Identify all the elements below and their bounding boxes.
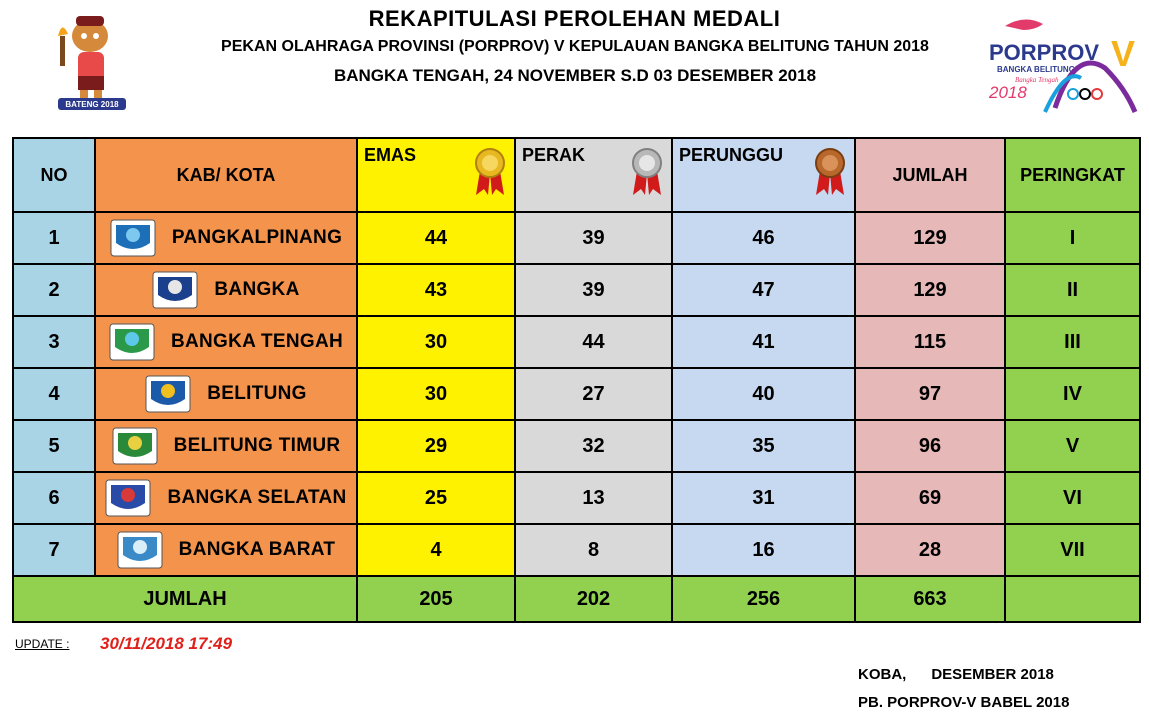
cell-kab <box>95 420 357 472</box>
svg-text:PORPROV: PORPROV <box>989 40 1100 65</box>
svg-text:Bangka Tengah: Bangka Tengah <box>1015 76 1059 84</box>
cell-kab-name: BELITUNG <box>207 383 307 404</box>
total-label: JUMLAH <box>13 576 357 622</box>
cell-perak: 39 <box>515 212 672 264</box>
col-header-perunggu <box>672 138 855 212</box>
medal-table <box>12 137 1141 623</box>
cell-kab-name: BELITUNG TIMUR <box>173 435 341 456</box>
col-header-kab: KAB/ KOTA <box>95 138 357 212</box>
cell-no: 2 <box>13 264 95 316</box>
cell-no: 7 <box>13 524 95 576</box>
cell-kab <box>95 264 357 316</box>
table-row <box>13 316 1140 368</box>
cell-emas: 30 <box>357 316 515 368</box>
cell-jumlah: 129 <box>855 264 1005 316</box>
table-header-row <box>13 138 1140 212</box>
svg-text:BATENG 2018: BATENG 2018 <box>65 100 119 109</box>
total-row <box>13 576 1140 622</box>
cell-kab <box>95 524 357 576</box>
cell-emas: 44 <box>357 212 515 264</box>
update-timestamp: 30/11/2018 17:49 <box>100 634 233 653</box>
cell-perak: 44 <box>515 316 672 368</box>
cell-perunggu: 35 <box>672 420 855 472</box>
porprov-logo-icon <box>985 8 1145 118</box>
col-header-no: NO <box>13 138 95 212</box>
cell-perak: 39 <box>515 264 672 316</box>
regency-emblem-icon <box>145 375 191 413</box>
col-header-emas <box>357 138 515 212</box>
table-row <box>13 368 1140 420</box>
table-row <box>13 524 1140 576</box>
cell-peringkat: VI <box>1005 472 1140 524</box>
total-jumlah: 663 <box>855 576 1005 622</box>
event-dates: BANGKA TENGAH, 24 NOVEMBER S.D 03 DESEMBER 2018 <box>333 66 817 85</box>
cell-peringkat: VII <box>1005 524 1140 576</box>
cell-emas: 4 <box>357 524 515 576</box>
cell-no: 3 <box>13 316 95 368</box>
cell-kab <box>95 472 357 524</box>
signature-organizer: PB. PORPROV-V BABEL 2018 <box>858 694 1070 711</box>
cell-emas: 30 <box>357 368 515 420</box>
cell-kab <box>95 316 357 368</box>
svg-text:V: V <box>1111 33 1136 74</box>
cell-perak: 13 <box>515 472 672 524</box>
regency-emblem-icon <box>109 323 155 361</box>
cell-jumlah: 28 <box>855 524 1005 576</box>
cell-peringkat: V <box>1005 420 1140 472</box>
cell-perunggu: 47 <box>672 264 855 316</box>
cell-kab-name: BANGKA SELATAN <box>167 487 347 508</box>
cell-kab-name: BANGKA <box>214 279 300 300</box>
cell-kab-name: BANGKA BARAT <box>178 539 336 560</box>
cell-perak: 27 <box>515 368 672 420</box>
col-header-peringkat: PERINGKAT <box>1005 138 1140 212</box>
col-header-perak <box>515 138 672 212</box>
cell-perunggu: 40 <box>672 368 855 420</box>
svg-text:BANGKA BELITUNG: BANGKA BELITUNG <box>997 65 1075 74</box>
cell-perunggu: 46 <box>672 212 855 264</box>
table-row <box>13 212 1140 264</box>
col-header-jumlah: JUMLAH <box>855 138 1005 212</box>
col-header-perunggu-label: PERUNGGU <box>679 145 784 165</box>
update-label: UPDATE : <box>15 637 70 651</box>
table-row <box>13 472 1140 524</box>
cell-emas: 29 <box>357 420 515 472</box>
cell-jumlah: 69 <box>855 472 1005 524</box>
cell-perunggu: 41 <box>672 316 855 368</box>
cell-kab <box>95 212 357 264</box>
cell-perak: 8 <box>515 524 672 576</box>
table-row <box>13 420 1140 472</box>
cell-peringkat: III <box>1005 316 1140 368</box>
total-perunggu: 256 <box>672 576 855 622</box>
cell-kab <box>95 368 357 420</box>
cell-jumlah: 129 <box>855 212 1005 264</box>
page-title: REKAPITULASI PEROLEHAN MEDALI <box>368 6 781 31</box>
total-perak: 202 <box>515 576 672 622</box>
col-header-emas-label: EMAS <box>364 145 417 165</box>
cell-perak: 32 <box>515 420 672 472</box>
cell-peringkat: I <box>1005 212 1140 264</box>
silver-medal-icon <box>629 147 665 197</box>
cell-jumlah: 97 <box>855 368 1005 420</box>
cell-kab-name: PANGKALPINANG <box>171 227 343 248</box>
cell-peringkat: IV <box>1005 368 1140 420</box>
table-row <box>13 264 1140 316</box>
col-header-perak-label: PERAK <box>522 145 586 165</box>
bronze-medal-icon <box>812 147 848 197</box>
regency-emblem-icon <box>112 427 158 465</box>
cell-no: 6 <box>13 472 95 524</box>
page-header <box>0 0 1149 130</box>
regency-emblem-icon <box>117 531 163 569</box>
regency-emblem-icon <box>105 479 151 517</box>
regency-emblem-icon <box>152 271 198 309</box>
cell-no: 4 <box>13 368 95 420</box>
signature-place-date: KOBA, DESEMBER 2018 <box>858 666 1054 683</box>
cell-jumlah: 115 <box>855 316 1005 368</box>
cell-perunggu: 16 <box>672 524 855 576</box>
regency-emblem-icon <box>110 219 156 257</box>
cell-jumlah: 96 <box>855 420 1005 472</box>
page-subtitle: PEKAN OLAHRAGA PROVINSI (PORPROV) V KEPULAUAN BANGKA BELITUNG TAHUN 2018 <box>221 38 929 55</box>
total-peringkat <box>1005 576 1140 622</box>
cell-emas: 25 <box>357 472 515 524</box>
svg-text:2018: 2018 <box>989 83 1027 102</box>
cell-emas: 43 <box>357 264 515 316</box>
cell-no: 1 <box>13 212 95 264</box>
cell-peringkat: II <box>1005 264 1140 316</box>
total-emas: 205 <box>357 576 515 622</box>
cell-kab-name: BANGKA TENGAH <box>170 331 344 352</box>
cell-perunggu: 31 <box>672 472 855 524</box>
cell-no: 5 <box>13 420 95 472</box>
gold-medal-icon <box>472 147 508 197</box>
